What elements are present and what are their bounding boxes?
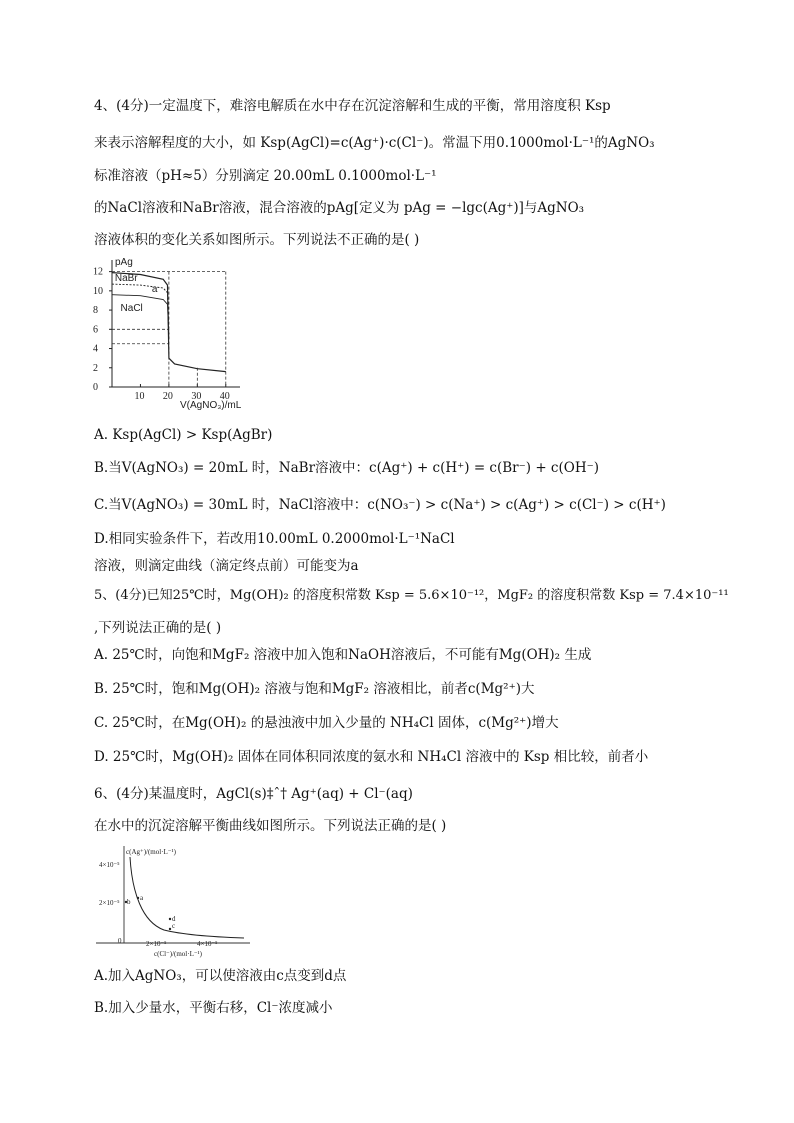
q5-line2: ,下列说法正确的是( )	[94, 620, 222, 636]
titration-xtick-label: 10	[134, 391, 145, 402]
q4-option-d-line2: 溶液，则滴定曲线（滴定终点前）可能变为a	[94, 558, 359, 574]
q4-line1: 4、(4分)一定温度下，难溶电解质在水中存在沉淀溶解和生成的平衡，常用溶度积 Ksp	[94, 98, 611, 114]
titration-series-nacl-line	[112, 295, 169, 339]
q6-option-b: B.加入少量水，平衡右移，Cl⁻浓度减小	[94, 1000, 333, 1016]
point-b-label: b	[127, 898, 131, 906]
solubility-xtick-2: 2×10⁻⁵	[146, 940, 167, 948]
q5-option-a: A. 25℃时，向饱和MgF₂ 溶液中加入饱和NaOH溶液后，不可能有Mg(OH)₂ 生成	[94, 647, 592, 663]
q4-line3: 标准溶液（pH≈5）分别滴定 20.00mL 0.1000mol·L⁻¹	[94, 168, 437, 184]
solubility-ytick-4: 4×10⁻⁵	[99, 861, 120, 869]
titration-ytick-label: 12	[93, 266, 103, 278]
q4-option-c: C.当V(AgNO₃) = 30mL 时，NaCl溶液中：c(NO₃⁻) > c(Na⁺) > c(Ag⁺) > c(Cl⁻) > c(H⁺)	[94, 497, 666, 513]
titration-chart	[90, 254, 260, 416]
titration-series-a-label: a	[151, 283, 158, 295]
q4-line4: 的NaCl溶液和NaBr溶液，混合溶液的pAg[定义为 pAg = −lgc(Ag⁺)]与AgNO₃	[94, 200, 585, 216]
q4-option-a: A. Ksp(AgCl) > Ksp(AgBr)	[94, 427, 273, 443]
titration-ytick-label: 0	[93, 382, 98, 393]
titration-ytick-label: 6	[93, 324, 98, 336]
solubility-xtick-4: 4×10⁻⁵	[197, 940, 218, 948]
solubility-chart	[94, 842, 254, 960]
titration-ytick-label: 10	[93, 285, 103, 297]
point-d-marker	[169, 918, 171, 920]
q5-option-c: C. 25℃时，在Mg(OH)₂ 的悬浊液中加入少量的 NH₄Cl 固体，c(Mg²⁺)增大	[94, 715, 559, 731]
q5-line1: 5、(4分)已知25℃时，Mg(OH)₂ 的溶度积常数 Ksp = 5.6×10⁻¹²，MgF₂ 的溶度积常数 Ksp = 7.4×10⁻¹¹	[94, 588, 729, 603]
point-d-label: d	[172, 915, 176, 923]
solubility-curve	[130, 857, 244, 938]
q5-option-b: B. 25℃时，饱和Mg(OH)₂ 溶液与饱和MgF₂ 溶液相比，前者c(Mg²⁺)大	[94, 681, 535, 697]
titration-xlabel: V(AgNO₃)/mL	[180, 400, 242, 411]
q5-option-d: D. 25℃时，Mg(OH)₂ 固体在同体积同浓度的氨水和 NH₄Cl 溶液中的 Ksp 相比较，前者小	[94, 749, 649, 765]
titration-ylabel: pAg	[115, 257, 133, 268]
q4-line5: 溶液体积的变化关系如图所示。下列说法不正确的是( )	[94, 232, 420, 248]
titration-xtick-label: 40	[219, 391, 230, 402]
titration-ytick-label: 4	[93, 343, 98, 355]
titration-series-nacl-label: NaCl	[120, 303, 143, 315]
q6-line1: 6、(4分)某温度时，AgCl(s)‡ˆ† Ag⁺(aq) + Cl⁻(aq)	[94, 786, 413, 802]
q4-option-b: B.当V(AgNO₃) = 20mL 时，NaBr溶液中：c(Ag⁺) + c(H⁺) = c(Br⁻) + c(OH⁻)	[94, 460, 599, 476]
titration-ytick-label: 2	[93, 362, 98, 374]
titration-ytick-label: 8	[93, 305, 98, 317]
q4-line2: 来表示溶解程度的大小，如 Ksp(AgCl)=c(Ag⁺)·c(Cl⁻)。常温下用0.1000mol·L⁻¹的AgNO₃	[94, 135, 655, 151]
titration-series-nabr-label: NaBr	[114, 273, 138, 285]
q6-line2: 在水中的沉淀溶解平衡曲线如图所示。下列说法正确的是( )	[94, 818, 447, 834]
solubility-ylabel: c(Ag⁺)/(mol·L⁻¹)	[126, 848, 176, 856]
point-c-marker	[169, 928, 171, 930]
solubility-xlabel: c(Cl⁻)/(mol·L⁻¹)	[154, 950, 202, 958]
point-a-label: a	[140, 894, 144, 902]
point-c-label: c	[172, 922, 176, 930]
titration-xtick-label: 30	[191, 391, 202, 402]
point-a-marker	[137, 897, 139, 899]
solubility-origin: 0	[118, 937, 122, 945]
q4-option-d-line1: D.相同实验条件下，若改用10.00mL 0.2000mol·L⁻¹NaCl	[94, 531, 455, 547]
titration-xtick-label: 20	[162, 391, 173, 402]
q6-option-a: A.加入AgNO₃，可以使溶液由c点变到d点	[94, 968, 347, 984]
solubility-ytick-2: 2×10⁻⁵	[99, 899, 120, 907]
